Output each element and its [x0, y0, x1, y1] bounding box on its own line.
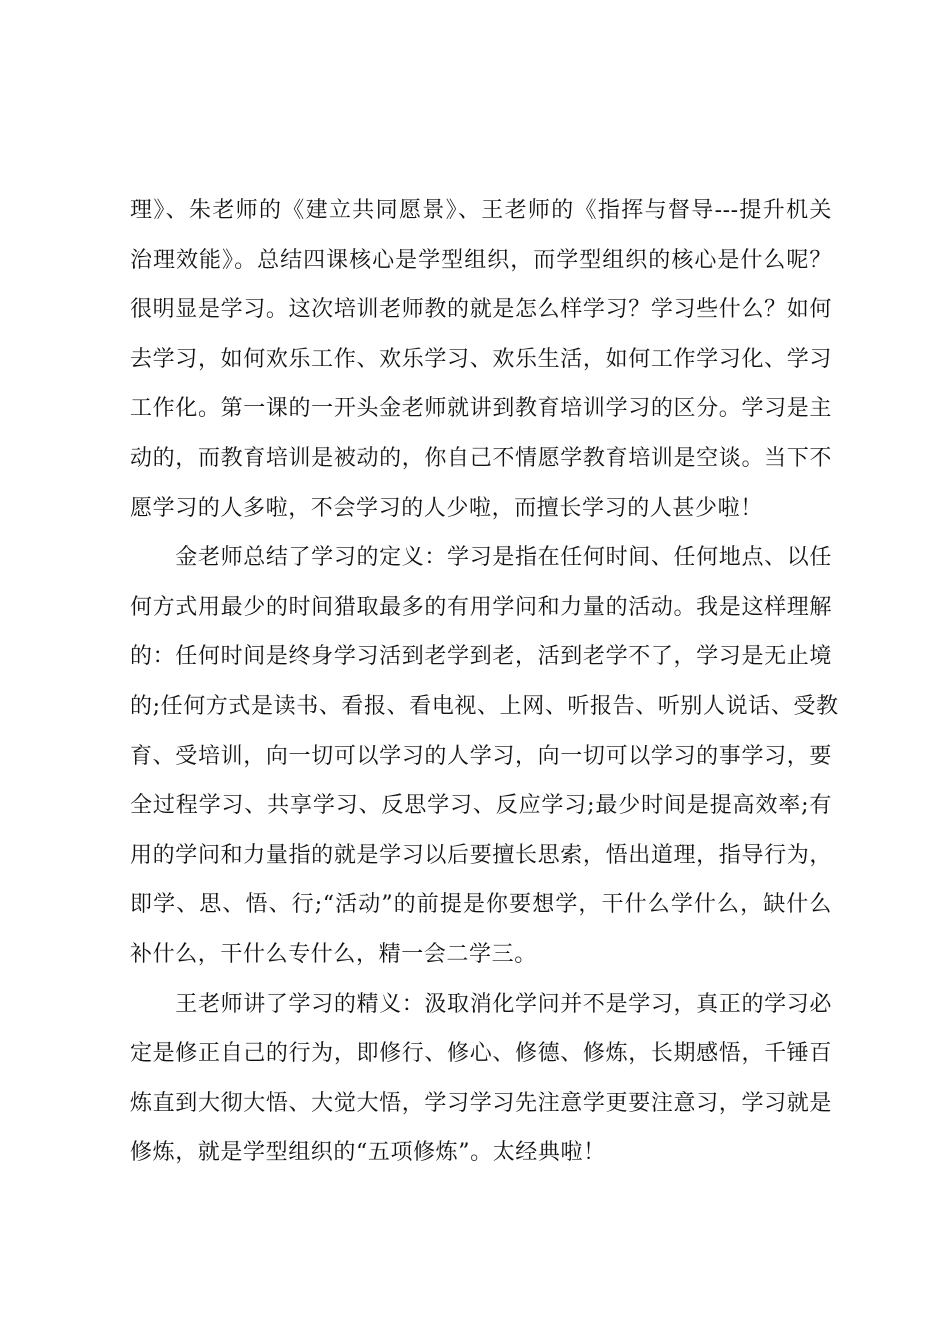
text-line: 何方式用最少的时间猎取最多的有用学问和力量的活动。我是这样理解 — [130, 594, 832, 620]
paragraph-3 — [130, 980, 832, 1178]
body-text — [130, 186, 839, 1178]
paragraph-1 — [130, 186, 832, 533]
paragraph-2 — [130, 533, 839, 979]
text-line: 用的学问和力量指的就是学习以后要擅长思索，悟出道理，指导行为， — [130, 842, 832, 868]
text-line: 修炼，就是学型组织的“五项修炼”。太经典啦！ — [130, 1140, 606, 1166]
text-line: 治理效能》。总结四课核心是学型组织，而学型组织的核心是什么呢？ — [130, 247, 832, 273]
text-line: 炼直到大彻大悟、大觉大悟，学习学习先注意学更要注意习，学习就是 — [130, 1090, 832, 1116]
text-line: 愿学习的人多啦，不会学习的人少啦，而擅长学习的人甚少啦！ — [130, 495, 763, 521]
text-line: 育、受培训，向一切可以学习的人学习，向一切可以学习的事学习，要 — [130, 743, 832, 769]
text-line: 补什么，干什么专什么，精一会二学三。 — [130, 941, 537, 967]
text-line: 的：任何时间是终身学习活到老学到老，活到老学不了，学习是无止境 — [130, 644, 832, 670]
text-line: 全过程学习、共享学习、反思学习、反应学习;最少时间是提高效率;有 — [130, 793, 832, 819]
text-line: 的;任何方式是读书、看报、看电视、上网、听报告、听别人说话、受教 — [130, 693, 839, 719]
text-line: 即学、思、悟、行;“活动”的前提是你要想学，干什么学什么，缺什么 — [130, 892, 832, 918]
text-line: 王老师讲了学习的精义：汲取消化学问并不是学习，真正的学习必 — [130, 991, 832, 1017]
text-line: 很明显是学习。这次培训老师教的就是怎么样学习？学习些什么？如何 — [130, 297, 832, 323]
text-line: 定是修正自己的行为，即修行、修心、修德、修炼，长期感悟，千锤百 — [130, 1041, 832, 1067]
text-line: 金老师总结了学习的定义：学习是指在任何时间、任何地点、以任 — [130, 545, 832, 571]
text-line: 理》、朱老师的《建立共同愿景》、王老师的《指挥与督导---提升机关 — [130, 198, 832, 223]
text-line: 动的，而教育培训是被动的，你自己不情愿学教育培训是空谈。当下不 — [130, 445, 832, 471]
text-line: 去学习，如何欢乐工作、欢乐学习、欢乐生活，如何工作学习化、学习 — [130, 346, 832, 372]
text-line: 工作化。第一课的一开头金老师就讲到教育培训学习的区分。学习是主 — [130, 396, 832, 422]
